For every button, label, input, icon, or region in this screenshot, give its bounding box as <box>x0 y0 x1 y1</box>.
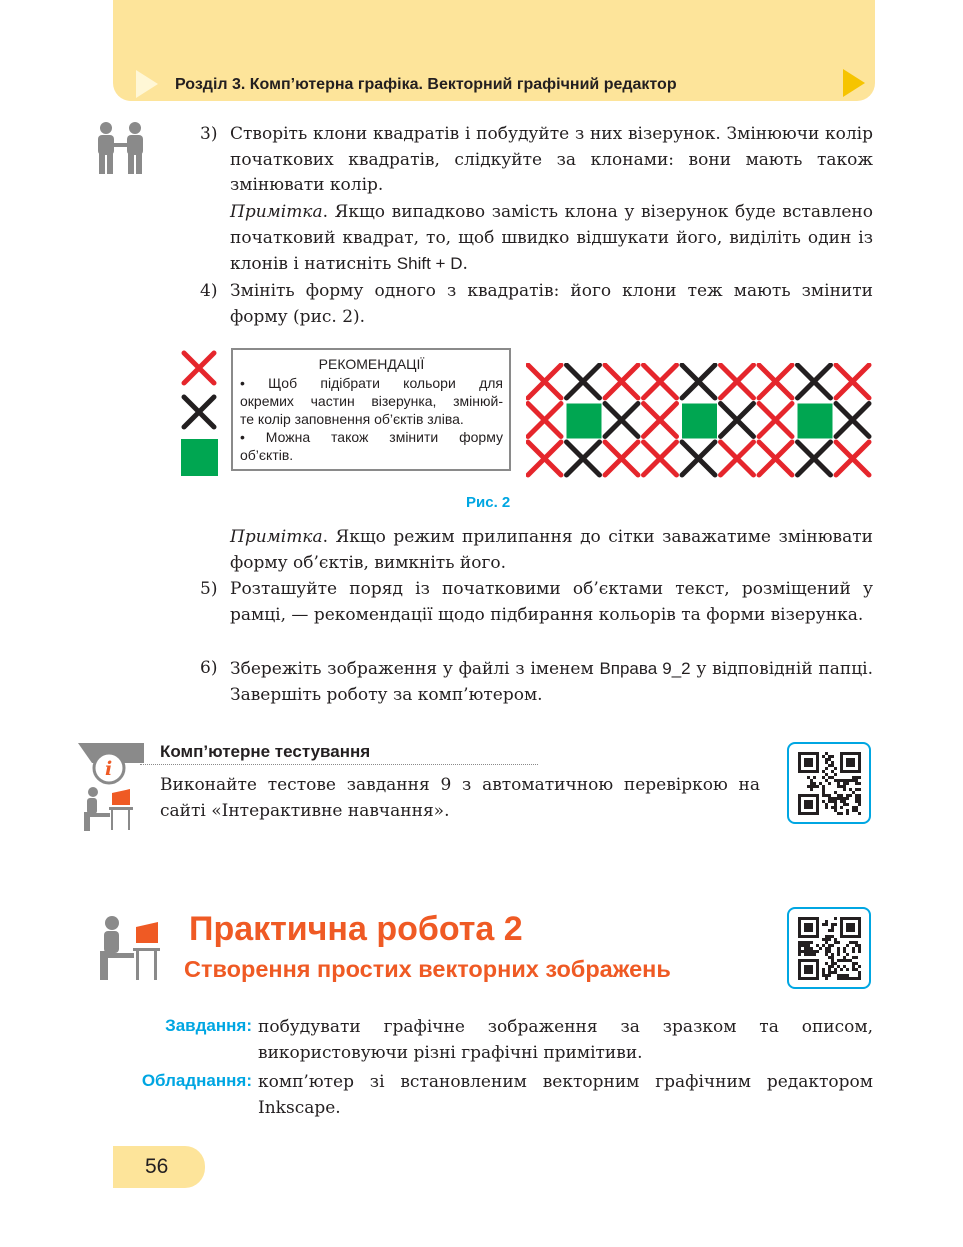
svg-text:i: i <box>105 758 113 780</box>
step-3-number: 3) <box>200 124 218 144</box>
header-right-arrow-icon <box>843 69 865 97</box>
step-6-text: Збережіть зображення у файлі з іменем Вправа 9_2 у відповідній папці. Завершіть роботу за комп’ютером. <box>230 659 873 705</box>
red-cross-clone <box>605 365 638 398</box>
red-cross-clone <box>836 442 869 475</box>
red-cross-clone <box>528 404 561 437</box>
green-square-clone <box>682 404 717 439</box>
recommendations-box: РЕКОМЕНДАЦІЇ • Щоб підібрати кольори для окремих частин візерунка, змінюй- те колір заповнення об’єктів зліва. • Можна також змінити форму об’єктів. <box>231 348 511 471</box>
qr-code-testing[interactable] <box>787 742 871 824</box>
figure-caption: Рис. 2 <box>466 494 511 511</box>
qr-code-practical[interactable] <box>787 907 871 989</box>
red-cross-clone <box>644 365 677 398</box>
testing-title: Комп’ютерне тестування <box>160 742 371 761</box>
source-objects <box>180 349 220 477</box>
step-3-text: Створіть клони квадратів і побудуйте з них візерунок. Змінюючи колір початкових квадратів, слідкуйте за клонами: вони мають також змінювати колір. <box>230 124 873 195</box>
chapter-title: Розділ 3. Комп’ютерна графіка. Векторний графічний редактор <box>175 76 677 93</box>
practical-work-computer-icon <box>96 915 162 981</box>
red-cross-clone <box>644 442 677 475</box>
practical-work-subtitle: Створення простих векторних зображень <box>184 956 671 982</box>
red-cross-clone <box>759 365 792 398</box>
practical-work-title: Практична робота 2 <box>189 910 523 948</box>
note-text: . Якщо випадково замість клона у візерунок буде вставлено початковий квадрат, то, щоб швидко відшукати його, виділіть один із клонів і натисніть <box>230 202 873 274</box>
red-cross-clone <box>759 442 792 475</box>
red-cross-clone <box>759 404 792 437</box>
note-label: Примітка <box>230 202 323 222</box>
note-label: Примітка <box>230 527 323 547</box>
testing-text: Виконайте тестове завдання 9 з автоматичною перевіркою на сайті «Інтерактивне навчання». <box>160 775 760 821</box>
file-name: Вправа 9_2 <box>599 659 691 678</box>
red-cross-clone <box>721 442 754 475</box>
red-cross-clone <box>605 442 638 475</box>
black-cross-clone <box>605 404 638 437</box>
task-label: Завдання: <box>165 1016 252 1035</box>
shortcut-key: Shift + D <box>396 254 463 273</box>
pair-work-icon <box>93 121 149 175</box>
black-cross-clone <box>567 365 600 398</box>
red-cross-clone <box>836 365 869 398</box>
equipment-label: Обладнання: <box>141 1071 252 1090</box>
black-cross-clone <box>721 404 754 437</box>
red-cross-clone <box>528 442 561 475</box>
step-5-number: 5) <box>200 579 218 599</box>
black-cross-clone <box>682 442 715 475</box>
equipment-text: комп’ютер зі встановленим векторним графічним редактором Inkscape. <box>258 1072 873 1118</box>
red-cross-clone <box>644 404 677 437</box>
red-cross-clone <box>721 365 754 398</box>
step-4-number: 4) <box>200 281 218 301</box>
info-computer-icon <box>78 741 144 831</box>
task-text: побудувати графічне зображення за зразком та описом, використовуючи різні графічні примітиви. <box>258 1017 873 1063</box>
step-5-text: Розташуйте поряд із початковими об’єктами текст, розміщений у рамці, — рекомендації щодо підбирання кольорів та форми візерунка. <box>230 579 873 625</box>
black-cross-clone <box>798 365 831 398</box>
qr-code-icon <box>789 909 869 987</box>
clone-pattern <box>526 363 876 479</box>
step-4-text: Змініть форму одного з квадратів: його клони теж мають змінити форму (рис. 2). <box>230 281 873 327</box>
recommendations-title: РЕКОМЕНДАЦІЇ <box>318 356 425 372</box>
header-left-arrow-icon <box>136 70 158 98</box>
black-cross-clone <box>682 365 715 398</box>
step-3-note: Примітка. Якщо випадково замість клона у візерунок буде вставлено початковий квадрат, то, щоб швидко відшукати його, виділіть один із клонів і натисніть Shift + D. <box>230 202 873 274</box>
page-number: 56 <box>145 1155 169 1178</box>
green-square-clone <box>567 404 602 439</box>
black-cross-clone <box>567 442 600 475</box>
qr-code-icon <box>789 744 869 822</box>
black-cross-clone <box>798 442 831 475</box>
red-cross-clone <box>528 365 561 398</box>
testing-divider <box>140 764 538 765</box>
black-cross-clone <box>836 404 869 437</box>
step-6-number: 6) <box>200 658 218 678</box>
note-2: Примітка. Якщо режим прилипання до сітки заважатиме змінювати форму об’єктів, вимкніть його. <box>230 527 873 573</box>
green-square-clone <box>798 404 833 439</box>
